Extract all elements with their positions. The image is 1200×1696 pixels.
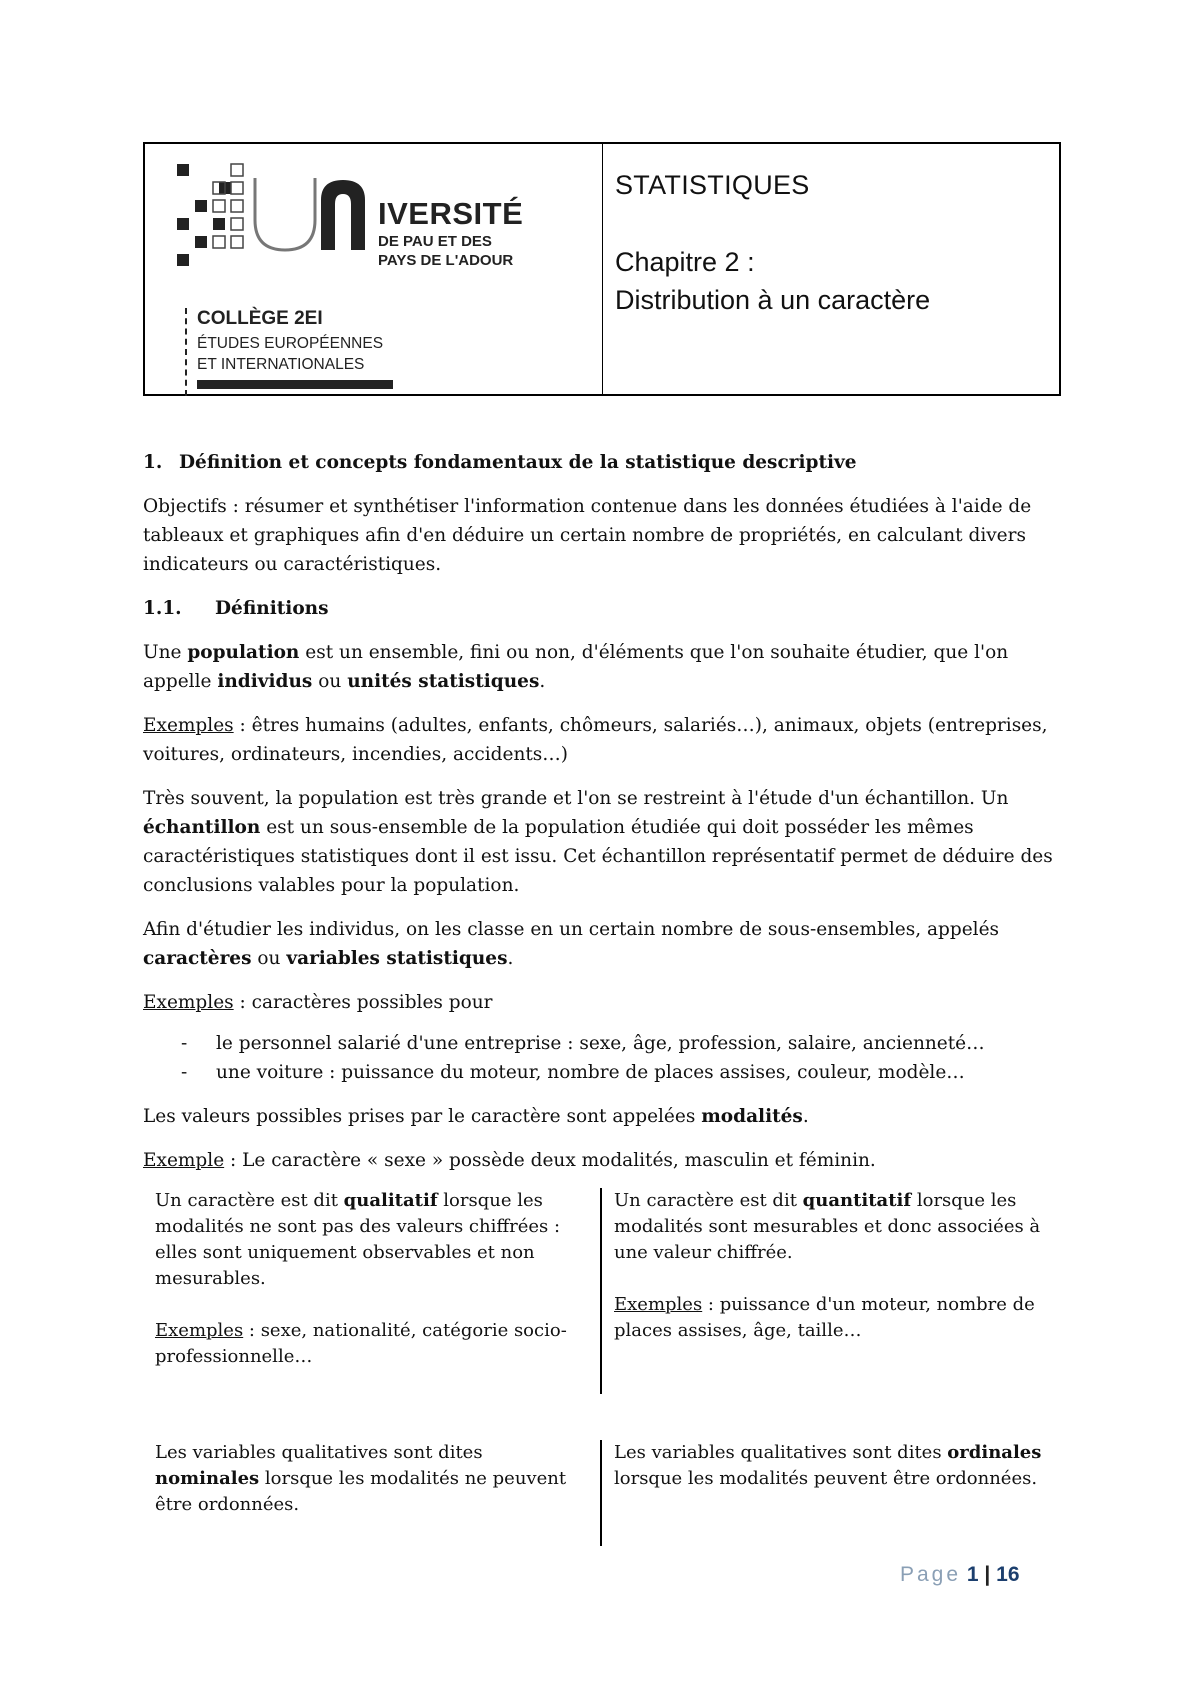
qualitatif-column <box>143 1188 602 1394</box>
term-individus: individus <box>217 671 313 692</box>
main-content <box>143 448 1061 1175</box>
text-run: Les valeurs possibles prises par le caractère sont appelées <box>143 1106 702 1127</box>
text-run: ou <box>251 948 287 969</box>
subsection-title: Définitions <box>215 598 329 619</box>
text-run: : Le caractère « sexe » possède deux modalités, masculin et féminin. <box>224 1150 876 1171</box>
ordinales-column <box>602 1440 1061 1546</box>
text-run: Les variables qualitatives sont dites <box>614 1442 948 1463</box>
term-modalites: modalités <box>701 1106 803 1127</box>
text-run: lorsque les modalités ne sont pas des valeurs chiffrées : elles sont uniquement observables et non mesurables. <box>155 1190 561 1289</box>
term-echantillon: échantillon <box>143 817 261 838</box>
text-run: . <box>539 671 546 692</box>
text-run: ou <box>312 671 348 692</box>
university-line1: DE PAU ET DES <box>378 233 492 250</box>
examples-list <box>143 1029 1061 1087</box>
header-box <box>143 142 1061 396</box>
college-name: COLLÈGE 2EI <box>197 308 323 329</box>
list-item: - une voiture : puissance du moteur, nombre de places assises, couleur, modèle… <box>181 1058 1061 1087</box>
objectives-paragraph: Objectifs : résumer et synthétiser l'information contenue dans les données étudiées à l'aide de tableaux et graphiques afin d'en déduire un certain nombre de propriétés, en calculant divers indicateurs ou caractéristiques. <box>143 496 1032 575</box>
chapter-label: Chapitre 2 : <box>615 247 755 277</box>
chapter-title: Distribution à un caractère <box>615 285 931 315</box>
list-item: - le personnel salarié d'une entreprise : sexe, âge, profession, salaire, ancienneté… <box>181 1029 1061 1058</box>
university-line2: PAYS DE L'ADOUR <box>378 252 514 269</box>
qual-quant-columns <box>143 1188 1061 1394</box>
logo-squares-icon <box>173 160 373 280</box>
examples-label: Exemples <box>143 992 234 1013</box>
subsection-heading <box>143 594 1061 623</box>
section-number: 1. <box>143 452 163 473</box>
example-label: Exemple <box>143 1150 225 1171</box>
characters-paragraph <box>143 915 1061 973</box>
qualitatif-definition <box>155 1188 588 1292</box>
nominales-definition <box>155 1440 588 1518</box>
text-run: : puissance d'un moteur, nombre de places assises, âge, taille… <box>614 1294 1035 1341</box>
page-word: Page <box>900 1563 962 1586</box>
section-title: Définition et concepts fondamentaux de la statistique descriptive <box>179 452 857 473</box>
term-qualitatif: qualitatif <box>343 1190 438 1211</box>
modalities-paragraph <box>143 1102 1061 1131</box>
term-caracteres: caractères <box>143 948 252 969</box>
examples-label: Exemples <box>155 1320 244 1341</box>
text-run: lorsque les modalités peuvent être ordonnées. <box>614 1468 1038 1489</box>
term-population: population <box>187 642 300 663</box>
sample-paragraph <box>143 784 1061 900</box>
title-cell <box>603 144 1059 394</box>
text-run: . <box>507 948 514 969</box>
text-run: lorsque les modalités sont mesurables et donc associées à une valeur chiffrée. <box>614 1190 1041 1263</box>
text-run: Très souvent, la population est très grande et l'on se restreint à l'étude d'un échantillon. Un <box>143 788 1009 809</box>
text-run: Afin d'étudier les individus, on les classe en un certain nombre de sous-ensembles, appelés <box>143 919 1000 940</box>
nominales-column <box>143 1440 602 1546</box>
page-total: 16 <box>996 1563 1020 1586</box>
term-ordinales: ordinales <box>947 1442 1042 1463</box>
examples-paragraph-2 <box>143 988 1061 1017</box>
term-quantitatif: quantitatif <box>802 1190 912 1211</box>
text-run: Les variables qualitatives sont dites <box>155 1442 483 1463</box>
logo-bar <box>197 380 393 389</box>
logo-cell <box>145 144 603 394</box>
text-run: Un caractère est dit <box>614 1190 803 1211</box>
qualitatif-examples <box>155 1318 588 1370</box>
subsection-number: 1.1. <box>143 598 182 619</box>
examples-paragraph-1 <box>143 711 1061 769</box>
text-run: : caractères possibles pour <box>233 992 493 1013</box>
ordinales-definition <box>614 1440 1049 1492</box>
examples-label: Exemples <box>143 715 234 736</box>
text-run: est un ensemble, fini ou non, d'éléments que l'on souhaite étudier, que l'on appelle <box>143 642 1009 692</box>
text-run: . <box>802 1106 809 1127</box>
nominal-ordinal-columns <box>143 1440 1061 1546</box>
page-separator: | <box>984 1563 991 1586</box>
quantitatif-definition <box>614 1188 1049 1266</box>
text-run: est un sous-ensemble de la population étudiée qui doit posséder les mêmes caractéristiques statistiques dont il est issu. Cet échantillon représentatif permet de déduire des conclusions valables pour la population. <box>143 817 1053 896</box>
college-line1: ÉTUDES EUROPÉENNES <box>197 335 384 352</box>
university-name: IVERSITÉ <box>378 196 524 231</box>
term-variables-statistiques: variables statistiques <box>286 948 508 969</box>
quantitatif-examples <box>614 1292 1049 1344</box>
section-heading <box>143 448 1061 477</box>
text-run: Un caractère est dit <box>155 1190 344 1211</box>
examples-label: Exemples <box>614 1294 703 1315</box>
page-current: 1 <box>966 1563 979 1586</box>
university-logo <box>173 160 533 380</box>
text-run: : êtres humains (adultes, enfants, chômeurs, salariés…), animaux, objets (entreprises, voitures, ordinateurs, incendies, accidents…) <box>143 715 1048 765</box>
course-title: STATISTIQUES <box>615 170 810 200</box>
example-paragraph-3 <box>143 1146 1061 1175</box>
logo-dashed-line <box>185 308 187 396</box>
term-nominales: nominales <box>155 1468 260 1489</box>
population-paragraph <box>143 638 1061 696</box>
quantitatif-column <box>602 1188 1061 1394</box>
text-run: lorsque les modalités ne peuvent être ordonnées. <box>155 1468 567 1515</box>
college-line2: ET INTERNATIONALES <box>197 356 365 373</box>
text-run: Une <box>143 642 188 663</box>
page-footer <box>900 1563 1020 1587</box>
text-run: : sexe, nationalité, catégorie socio-professionnelle… <box>155 1320 567 1367</box>
term-unites-statistiques: unités statistiques <box>347 671 540 692</box>
